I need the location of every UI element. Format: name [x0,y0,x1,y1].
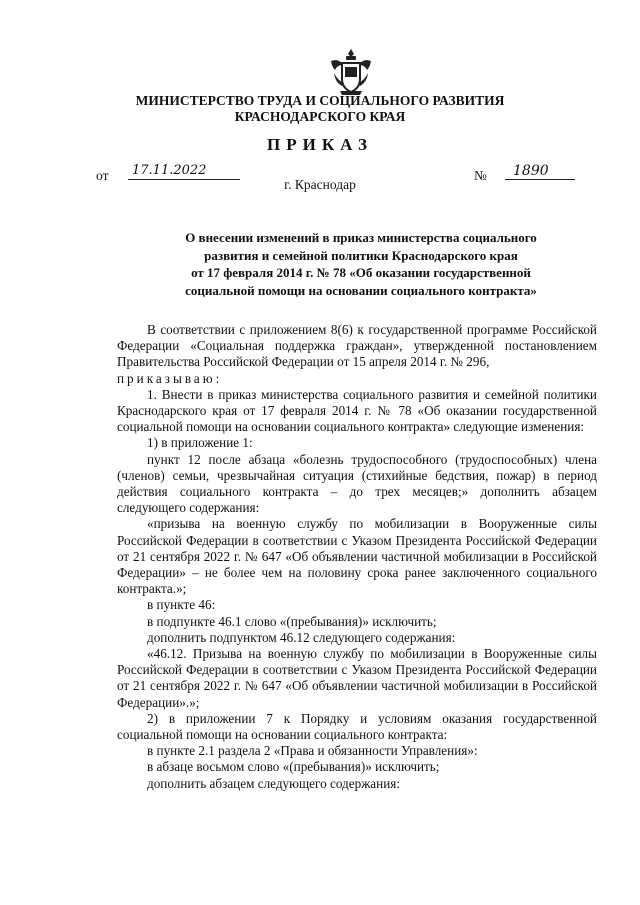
date-label: от [96,168,109,183]
paragraph: дополнить подпунктом 46.12 следующего содержания: [147,629,456,645]
paragraph-subitem: 1) в приложение 1: [147,435,253,451]
order-subject [140,229,582,299]
paragraph: в подпункте 46.1 слово «(пребывания)» исключить; [147,613,437,629]
date-value: 17.11.2022 [128,163,240,180]
paragraph: дополнить абзацем следующего содержания: [147,775,401,791]
subject-line: социальной помощи на основании социального контракта» [185,282,537,298]
ministry-line-1: МИНИСТЕРСТВО ТРУДА И СОЦИАЛЬНОГО РАЗВИТИЯ [135,93,505,108]
subject-line: от 17 февраля 2014 г. № 78 «Об оказании государственной [191,265,531,280]
ministry-line-2: КРАСНОДАРСКОГО КРАЯ [234,109,406,124]
order-body [117,322,597,792]
order-verb: приказываю: [117,370,223,386]
paragraph-quote: «призыва на военную службу по мобилизации в Вооруженные силы Российской Федерации в соответствии с Указом Президента Российской Федерации от 21 сентября 2022 г. № 647 «Об объявлении частичной мобилизации в Российской Федерации» – не более чем на половину срока ранее заключенного социального контракта.»; [117,516,597,597]
order-title: ПРИКАЗ [267,135,373,154]
paragraph-subitem: 2) в приложении 7 к Порядку и условиям оказания государственной социальной помощи на основании социального контракта: [117,710,597,743]
number-label: № [474,168,487,183]
subject-line: развития и семейной политики Краснодарского края [204,247,518,263]
paragraph: в пункте 2.1 раздела 2 «Права и обязанности Управления»: [147,743,478,759]
preamble-paragraph: В соответствии с приложением 8(6) к государственной программе Российской Федерации «Социальная поддержка граждан», утвержденной постановлением Правительства Российской Федерации от 15 апреля 2014 г. № 296, [117,322,597,370]
paragraph-item-1: 1. Внести в приказ министерства социального развития и семейной политики Краснодарского края от 17 февраля 2014 г. № 78 «Об оказании государственной социальной помощи на основании социального контракта» следующие изменения: [117,386,597,435]
paragraph: в абзаце восьмом слово «(пребывания)» исключить; [147,759,440,775]
subject-line: О внесении изменений в приказ министерства социального [185,230,537,245]
paragraph-quote: «46.12. Призыва на военную службу по мобилизации в Вооруженные силы Российской Федерации в соответствии с Указом Президента Российской Федерации от 21 сентября 2022 г. № 647 «Об объявлении частичной мобилизации в Российской Федерации».»; [117,646,597,710]
ministry-name [0,93,640,125]
paragraph: в пункте 46: [147,597,216,613]
paragraph: пункт 12 после абзаца «болезнь трудоспособного (трудоспособных) члена (членов) семьи, чрезвычайная ситуация (стихийные бедствия, пожар) в период действия социального контракта – до трех месяцев;» дополнить абзацем следующего содержания: [117,451,597,516]
city: г. Краснодар [284,177,356,192]
coat-of-arms-icon [328,47,374,97]
order-number: 1890 [505,163,575,180]
